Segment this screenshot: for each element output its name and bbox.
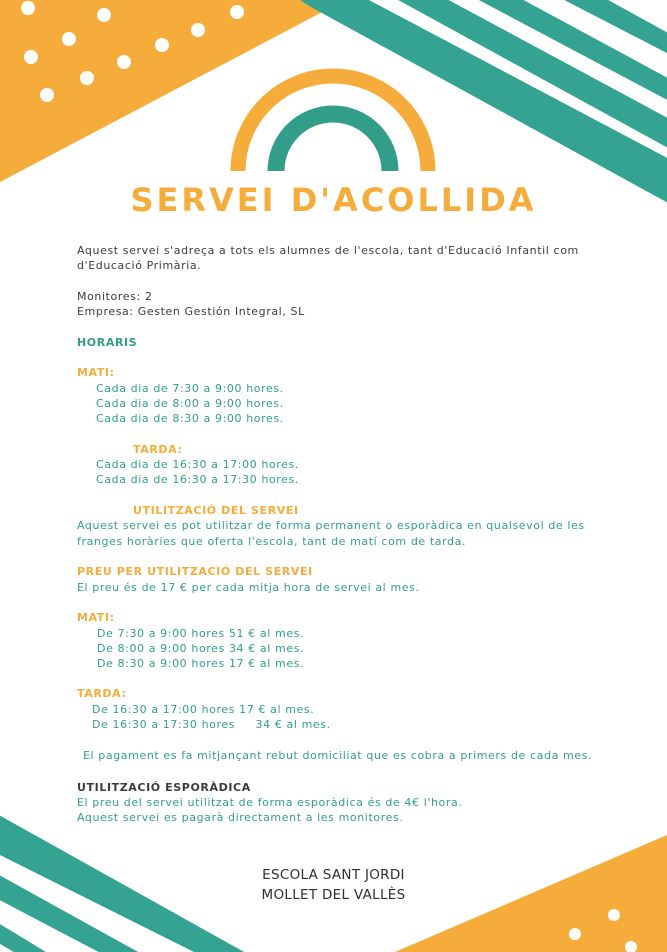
page-title: SERVEI D'ACOLLIDA [130,181,537,219]
tarda-schedule-item: Cada dia de 16:30 a 17:00 hores. [96,458,299,471]
preu-tarda-item: De 16:30 a 17:30 hores 34 € al mes. [92,718,331,731]
esporadica-heading: UTILITZACIÓ ESPORÀDICA [77,781,251,794]
mati-schedule-item: Cada dia de 8:30 a 9:00 hores. [96,412,284,425]
preu-mati-item: De 7:30 a 9:00 hores 51 € al mes. [97,627,305,640]
preu-line: El preu és de 17 € per cada mitja hora de servei al mes. [77,581,420,594]
esporadica-line-2: Aquest servei es pagarà directament a les monitores. [77,811,404,824]
company-text: Empresa: Gesten Gestión Integral, SL [77,305,305,318]
pagament-text: El pagament es fa mitjançant rebut domiciliat que es cobra a primers de cada mes. [83,749,593,762]
utilitzacio-line-1: Aquest servei es pot utilitzar de forma permanent o esporàdica en qualsevol de les [77,519,585,532]
mati-schedule-item: Cada dia de 8:00 a 9:00 hores. [96,397,284,410]
preu-tarda-item: De 16:30 a 17:00 hores 17 € al mes. [92,703,315,716]
preu-heading: PREU PER UTILITZACIÓ DEL SERVEI [77,565,313,578]
preu-mati-item: De 8:30 a 9:00 hores 17 € al mes. [97,657,305,670]
monitors-text: Monitores: 2 [77,290,153,303]
esporadica-line-1: El preu del servei utilitzat de forma esporàdica és de 4€ l'hora. [77,796,463,809]
preu-mati-item: De 8:00 a 9:00 hores 34 € al mes. [97,642,305,655]
horaris-heading: HORARIS [77,336,138,349]
intro-line-2: d'Educació Primària. [77,259,202,272]
rainbow-inner-arch [276,114,390,171]
school-location: MOLLET DEL VALLÈS [261,887,406,903]
preu-tarda-heading: TARDA: [77,687,127,700]
utilitzacio-heading: UTILITZACIÓ DEL SERVEI [133,504,299,517]
rainbow-outer-arch [238,76,428,171]
mati-schedule-item: Cada dia de 7:30 a 9:00 hores. [96,382,284,395]
utilitzacio-line-2: franges horàries que oferta l'escola, tant de matí com de tarda. [77,535,467,548]
tarda-schedule-item: Cada dia de 16:30 a 17:30 hores. [96,473,299,486]
tarda-heading: TARDA: [133,443,183,456]
mati-heading: MATI: [77,366,115,379]
preu-mati-heading: MATI: [77,611,115,624]
school-name: ESCOLA SANT JORDI [262,867,405,883]
intro-line-1: Aquest servei s'adreça a tots els alumnes de l'escola, tant d'Educació Infantil com [77,244,579,257]
